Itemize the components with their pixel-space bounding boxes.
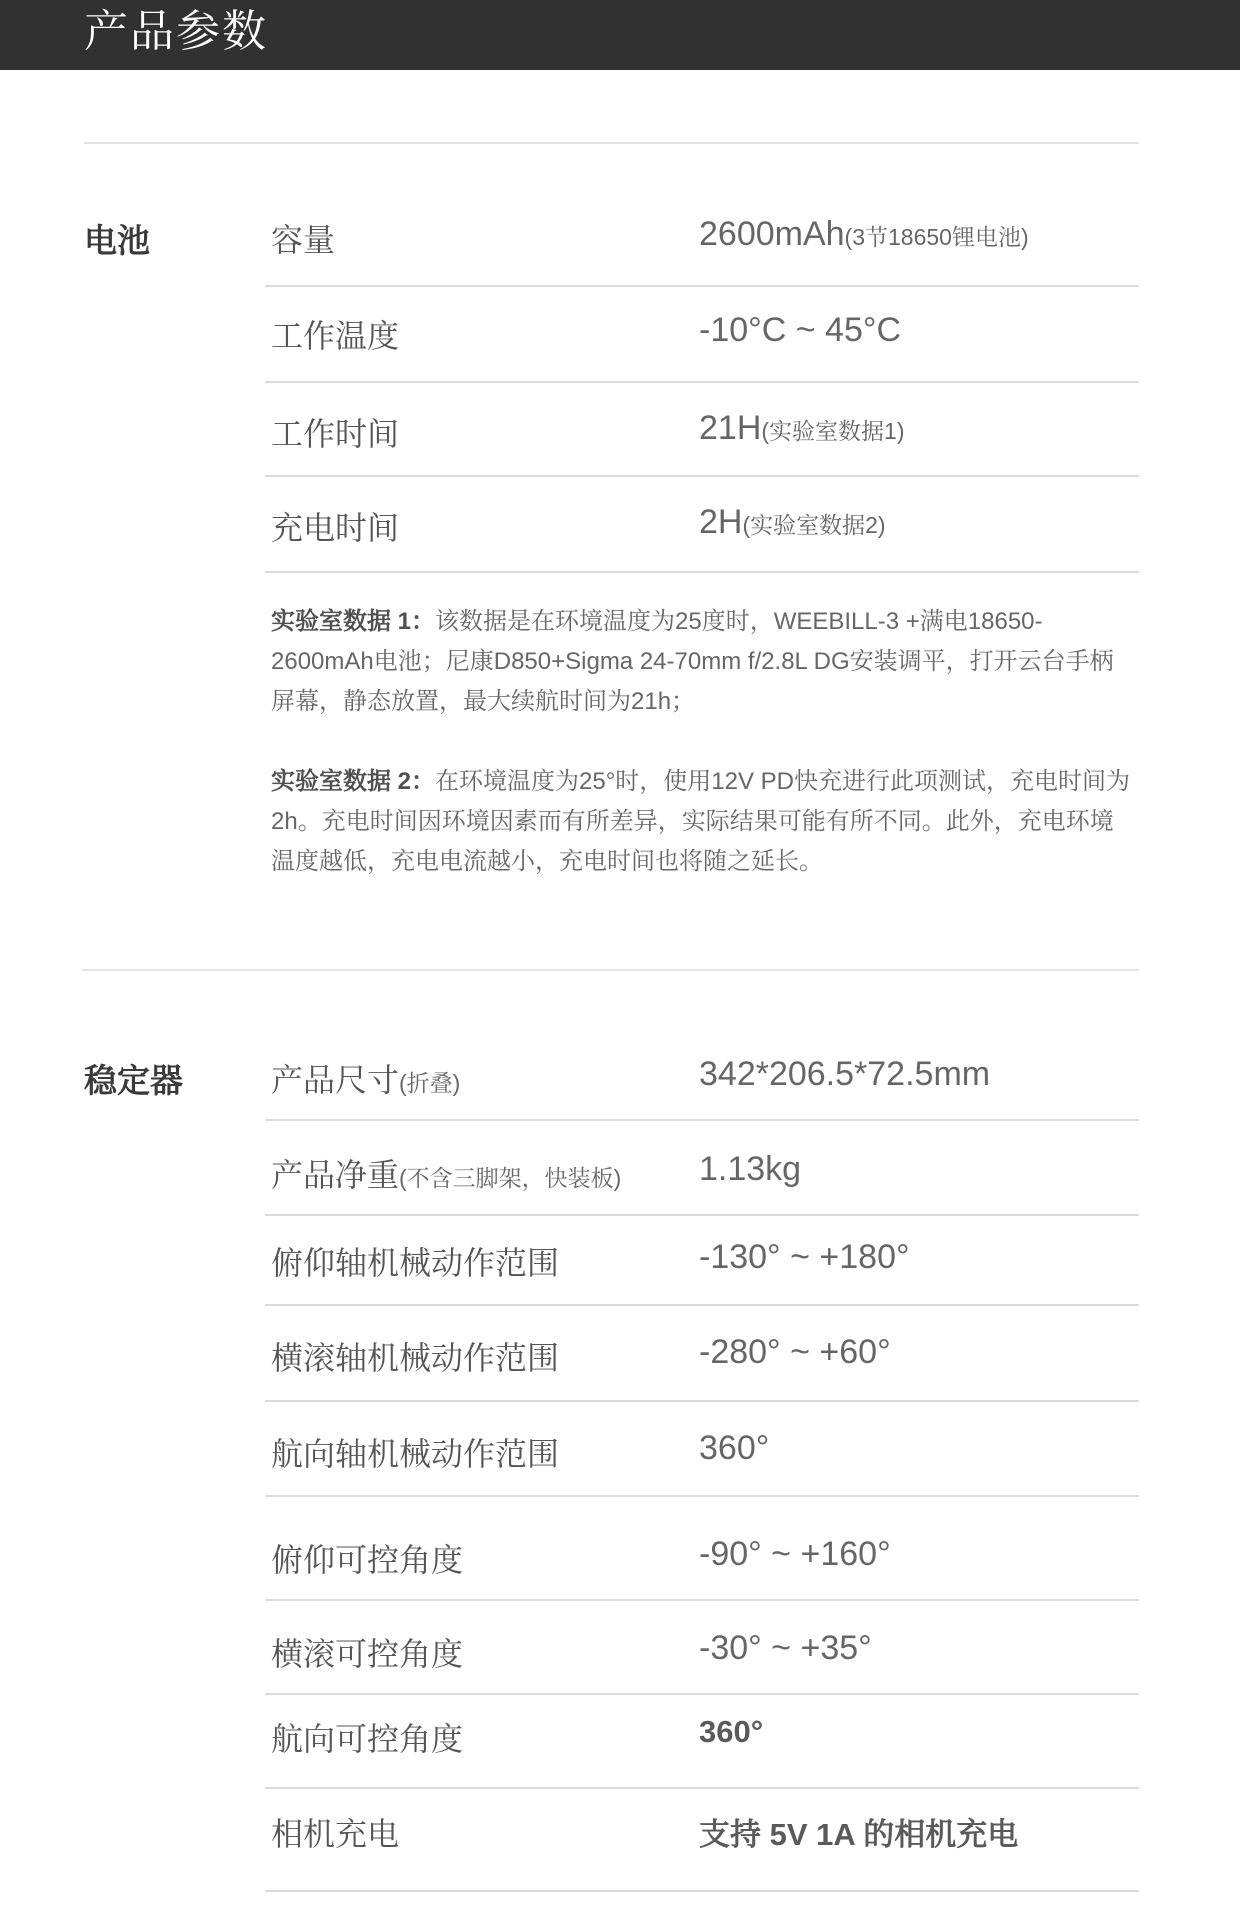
spec-row xyxy=(265,1809,1139,1892)
spec-name: 产品尺寸(折叠) xyxy=(271,1062,461,1098)
spec-name: 充电时间 xyxy=(271,510,400,546)
spec-row xyxy=(265,1238,1139,1306)
spec-name: 俯仰轴机械动作范围 xyxy=(271,1245,560,1281)
spec-row xyxy=(265,1714,1139,1789)
spec-row xyxy=(265,215,1139,287)
lab-note-text: 该数据是在环境温度为25度时，WEEBILL-3 +满电18650-2600mAh电池；尼康D850+Sigma 24-70mm f/2.8L DG安装调平，打开云台手柄屏幕，静态放置，最大续航时间为21h； xyxy=(271,608,1114,715)
spec-row xyxy=(265,409,1139,477)
spec-value: 360° xyxy=(699,1429,770,1467)
spec-value-note: (实验室数据2) xyxy=(742,512,886,538)
spec-row xyxy=(265,1055,1139,1121)
spec-row xyxy=(265,1629,1139,1695)
spec-value: 1.13kg xyxy=(699,1150,802,1188)
spec-value: -280° ~ +60° xyxy=(699,1333,891,1371)
spec-value: -10°C ~ 45°C xyxy=(699,311,902,349)
spec-value: 342*206.5*72.5mm xyxy=(699,1055,991,1093)
spec-name: 航向轴机械动作范围 xyxy=(271,1436,560,1472)
lab-note-text: 在环境温度为25°时，使用12V PD快充进行此项测试，充电时间为2h。充电时间因环境因素而有所差异，实际结果可能有所不同。此外，充电环境温度越低，充电电流越小，充电时间也将随之延长。 xyxy=(271,768,1131,875)
spec-value: -30° ~ +35° xyxy=(699,1629,872,1667)
spec-name-note: (不含三脚架，快装板) xyxy=(399,1165,622,1191)
spec-value: -130° ~ +180° xyxy=(699,1238,910,1276)
lab-note-1 xyxy=(271,602,1131,722)
header-bar xyxy=(0,0,1240,70)
spec-name: 横滚轴机械动作范围 xyxy=(271,1340,560,1376)
spec-value: 360° xyxy=(699,1714,764,1749)
spec-name-note: (折叠) xyxy=(399,1070,461,1096)
spec-value-note: (3节18650锂电池) xyxy=(844,224,1029,250)
spec-row xyxy=(265,1535,1139,1601)
spec-name: 相机充电 xyxy=(271,1816,400,1852)
spec-row xyxy=(265,1150,1139,1216)
spec-name: 航向可控角度 xyxy=(271,1721,464,1757)
section-divider xyxy=(82,969,1139,971)
spec-value: 21H(实验室数据1) xyxy=(699,409,905,447)
lab-note-title: 实验室数据 2： xyxy=(271,768,436,795)
spec-row xyxy=(265,1333,1139,1402)
section-label-battery: 电池 xyxy=(84,222,150,259)
spec-name: 俯仰可控角度 xyxy=(271,1542,464,1578)
spec-value: 2600mAh(3节18650锂电池) xyxy=(699,215,1029,253)
spec-name: 产品净重(不含三脚架，快装板) xyxy=(271,1157,622,1193)
spec-value: 2H(实验室数据2) xyxy=(699,503,886,541)
spec-name: 工作温度 xyxy=(271,318,400,354)
spec-row xyxy=(265,1429,1139,1497)
spec-name: 工作时间 xyxy=(271,416,400,452)
section-divider-top xyxy=(84,142,1139,144)
spec-value-note: (实验室数据1) xyxy=(761,418,905,444)
spec-row xyxy=(265,311,1139,383)
spec-row xyxy=(265,503,1139,573)
section-label-stabilizer: 稳定器 xyxy=(84,1062,183,1099)
spec-name: 横滚可控角度 xyxy=(271,1636,464,1672)
lab-note-title: 实验室数据 1： xyxy=(271,608,436,635)
spec-value: -90° ~ +160° xyxy=(699,1535,891,1573)
page-title: 产品参数 xyxy=(84,7,268,56)
lab-note-2 xyxy=(271,762,1131,882)
spec-name: 容量 xyxy=(271,222,336,258)
spec-value: 支持 5V 1A 的相机充电 xyxy=(699,1817,1019,1852)
